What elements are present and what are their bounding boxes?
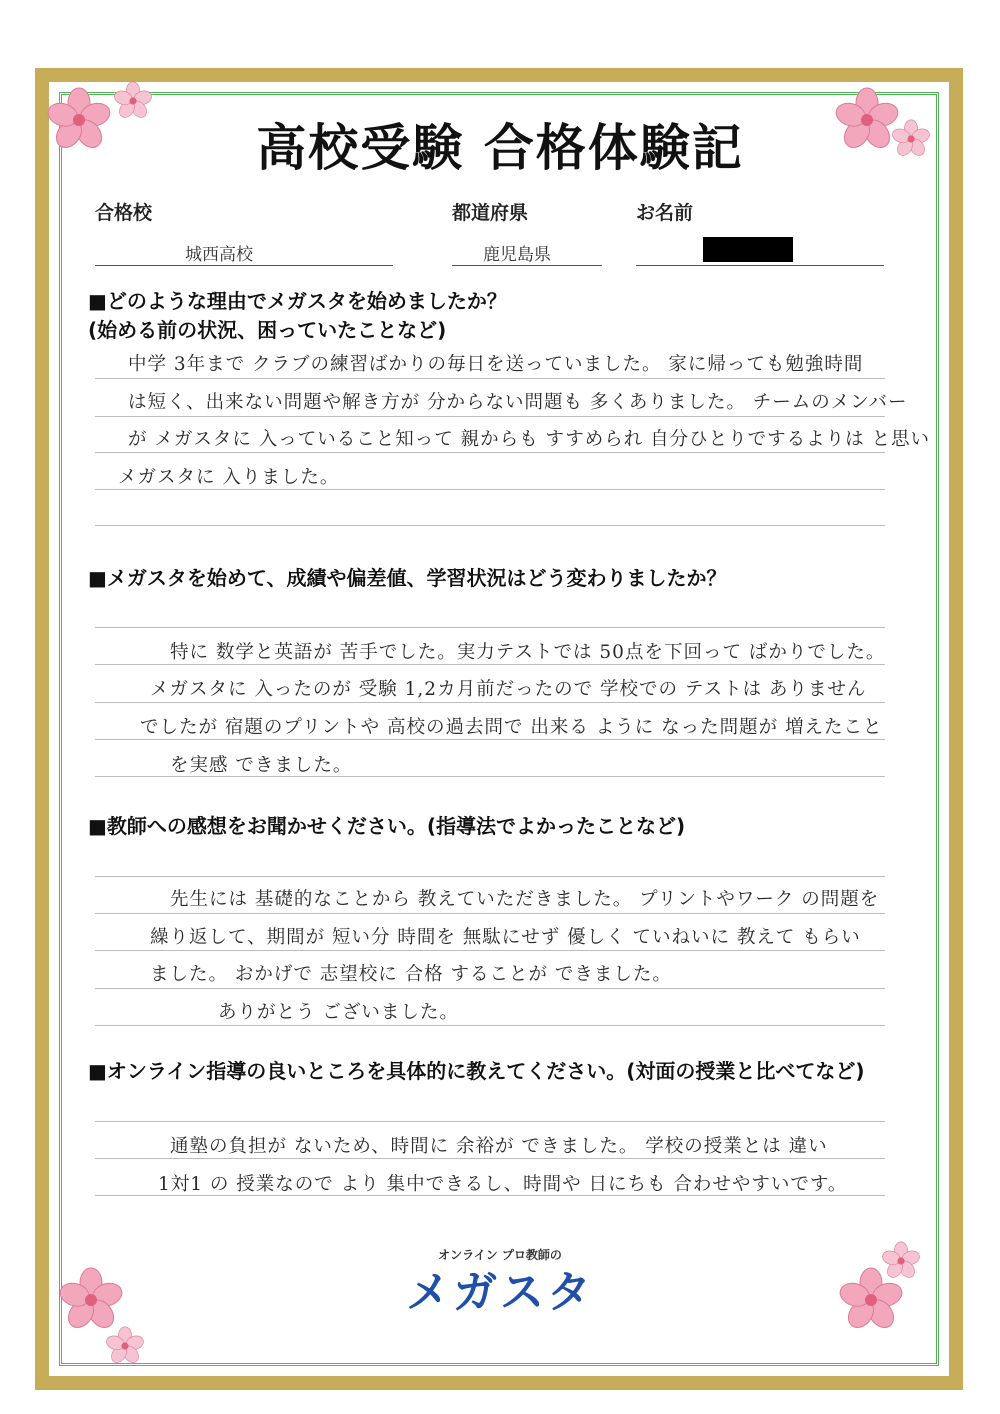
answer-line: ありがとう ございました。 xyxy=(218,1002,459,1023)
school-value: 城西高校 xyxy=(185,245,253,265)
question-1-heading: ■どのような理由でメガスタを始めましたか？ xyxy=(88,289,507,313)
question-2-heading: ■メガスタを始めて、成績や偏差値、学習状況はどう変わりましたか？ xyxy=(88,566,727,590)
sakura-flower-icon xyxy=(104,1325,146,1367)
answer-rule xyxy=(95,452,885,453)
prefecture-underline xyxy=(452,265,602,266)
answer-rule xyxy=(95,664,885,665)
answer-line: 特に 数学と英語が 苦手でした。実力テストでは 50点を下回って ばかりでした。 xyxy=(170,642,886,663)
answer-rule xyxy=(95,988,885,989)
name-redaction xyxy=(703,237,793,262)
answer-line: 1対1 の 授業なので より 集中できるし、時間や 日にちも 合わせやすいです。 xyxy=(158,1174,848,1195)
answer-rule xyxy=(95,489,885,490)
answer-line: メガスタに 入ったのが 受験 1,2カ月前だったので 学校での テストは ありません xyxy=(150,679,867,700)
answer-rule xyxy=(95,739,885,740)
name-underline xyxy=(636,265,884,266)
prefecture-label: 都道府県 xyxy=(452,202,529,224)
answer-line: が メガスタに 入っていること知って 親からも すすめられ 自分ひとりでするよりは と思い xyxy=(128,429,930,450)
question-4-heading: ■オンライン指導の良いところを具体的に教えてください。(対面の授業と比べてなど) xyxy=(88,1059,865,1083)
answer-rule xyxy=(95,1025,885,1026)
school-underline xyxy=(95,265,393,266)
answer-line: 先生には 基礎的なことから 教えていただきました。 プリントやワーク の問題を xyxy=(170,889,880,910)
answer-line: でしたが 宿題のプリントや 高校の過去問で 出来る ように なった問題が 増えたこと xyxy=(140,717,883,738)
answer-rule xyxy=(95,913,885,914)
answer-rule xyxy=(95,378,885,379)
answer-line: 中学 3年まで クラブの練習ばかりの毎日を送っていました。 家に帰っても勉強時間 xyxy=(128,354,864,375)
answer-line: は短く、出来ない問題や解き方が 分からない問題も 多くありました。 チームのメンバー xyxy=(128,392,908,413)
answer-rule xyxy=(95,702,885,703)
answer-rule xyxy=(95,1121,885,1122)
answer-rule xyxy=(95,876,885,877)
answer-rule xyxy=(95,525,885,526)
question-3-heading: ■教師への感想をお聞かせください。(指導法でよかったことなど) xyxy=(88,814,686,838)
answer-line: 通塾の負担が ないため、時間に 余裕が できました。 学校の授業とは 違い xyxy=(170,1136,828,1157)
answer-line: ました。 おかげで 志望校に 合格 することが できました。 xyxy=(150,964,672,985)
answer-rule xyxy=(95,416,885,417)
answer-rule xyxy=(95,1158,885,1159)
answer-line: 繰り返して、期間が 短い分 時間を 無駄にせず 優しく ていねいに 教えて もらい xyxy=(150,927,861,948)
answer-line: を実感 できました。 xyxy=(170,755,353,776)
answer-rule xyxy=(95,950,885,951)
name-label: お名前 xyxy=(636,202,694,224)
answer-line: メガスタに 入りました。 xyxy=(118,467,340,488)
prefecture-value: 鹿児島県 xyxy=(483,245,551,265)
question-1-subheading: (始める前の状況、困っていたことなど) xyxy=(88,318,447,342)
answer-rule xyxy=(95,627,885,628)
school-label: 合格校 xyxy=(95,202,153,224)
megasta-logo: メガスタ xyxy=(406,1267,594,1318)
page-title: 高校受験 合格体験記 xyxy=(256,119,744,177)
logo-tagline: オンライン プロ教師の xyxy=(438,1248,562,1262)
